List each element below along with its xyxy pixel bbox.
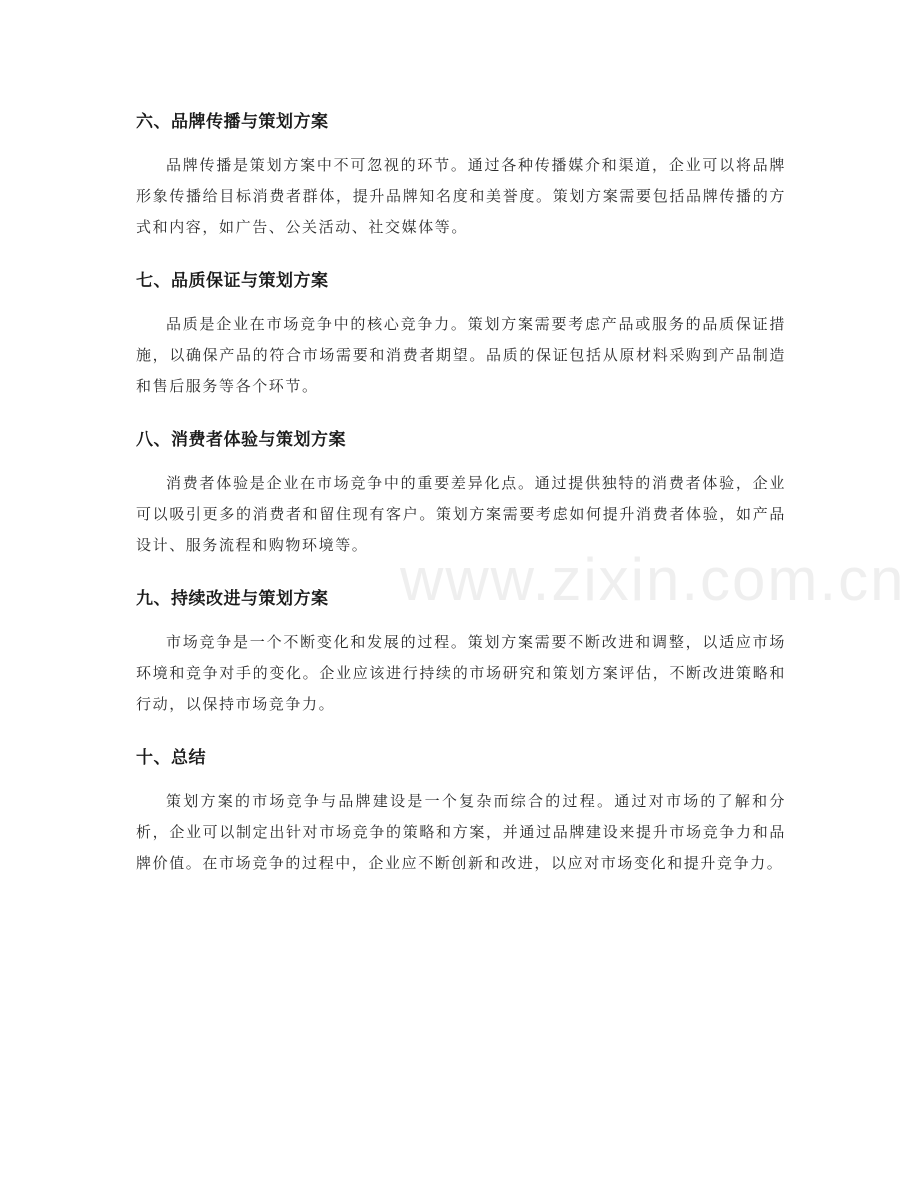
document-content <box>136 104 786 899</box>
watermark-text: www.zixin.com.cn <box>400 546 906 613</box>
section-paragraph: 消费者体验是企业在市场竞争中的重要差异化点。通过提供独特的消费者体验，企业可以吸引更多的消费者和留住现有客户。策划方案需要考虑如何提升消费者体验，如产品设计、服务流程和购物环境等。 <box>136 474 786 554</box>
section-heading: 六、品牌传播与策划方案 <box>136 112 329 132</box>
section-quality-assurance <box>136 263 786 402</box>
section-heading: 十、总结 <box>136 748 206 768</box>
section-paragraph: 策划方案的市场竞争与品牌建设是一个复杂而综合的过程。通过对市场的了解和分析，企业可以制定出针对市场竞争的策略和方案，并通过品牌建设来提升市场竞争力和品牌价值。在市场竞争的过程中，企业应不断创新和改进，以应对市场变化和提升竞争力。 <box>136 792 786 872</box>
section-summary <box>136 740 786 879</box>
section-heading: 八、消费者体验与策划方案 <box>136 430 346 450</box>
section-paragraph: 品牌传播是策划方案中不可忽视的环节。通过各种传播媒介和渠道，企业可以将品牌形象传播给目标消费者群体，提升品牌知名度和美誉度。策划方案需要包括品牌传播的方式和内容，如广告、公关活动、社交媒体等。 <box>136 156 786 236</box>
section-continuous-improvement <box>136 581 786 720</box>
section-heading: 九、持续改进与策划方案 <box>136 589 329 609</box>
section-paragraph: 市场竞争是一个不断变化和发展的过程。策划方案需要不断改进和调整，以适应市场环境和竞争对手的变化。企业应该进行持续的市场研究和策划方案评估，不断改进策略和行动，以保持市场竞争力。 <box>136 633 786 713</box>
section-consumer-experience <box>136 422 786 561</box>
section-paragraph: 品质是企业在市场竞争中的核心竞争力。策划方案需要考虑产品或服务的品质保证措施，以确保产品的符合市场需要和消费者期望。品质的保证包括从原材料采购到产品制造和售后服务等各个环节。 <box>136 315 786 395</box>
section-brand-communication <box>136 104 786 243</box>
section-heading: 七、品质保证与策划方案 <box>136 271 329 291</box>
